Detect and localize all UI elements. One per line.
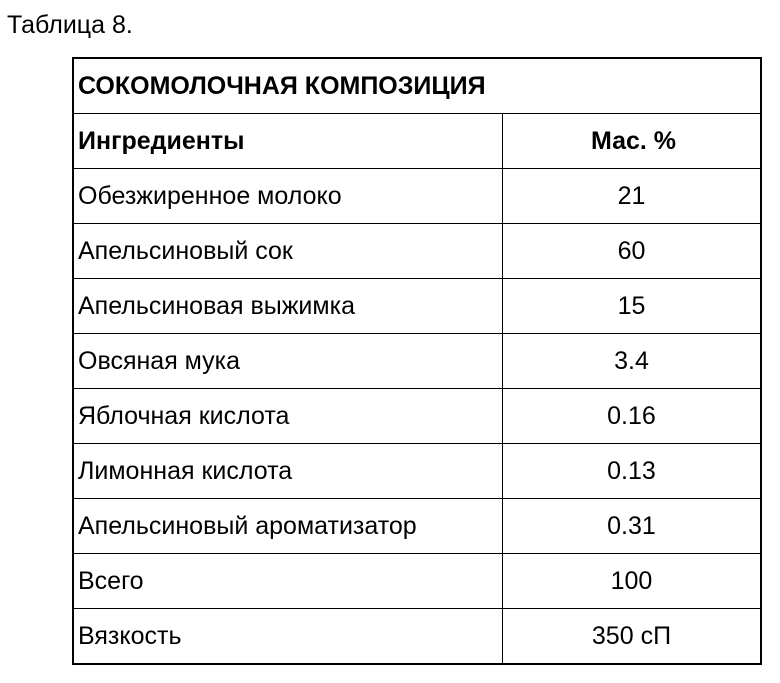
table-row (73, 279, 761, 334)
table-row (73, 499, 761, 554)
ingredient-value: 0.13 (502, 444, 761, 499)
table-row (73, 169, 761, 224)
table-row (73, 554, 761, 609)
ingredient-name: Апельсиновый сок (73, 224, 502, 279)
ingredient-value: 21 (502, 169, 761, 224)
ingredient-value: 0.31 (502, 499, 761, 554)
table-header-row (73, 114, 761, 169)
table-row (73, 334, 761, 389)
composition-table (72, 57, 762, 665)
table-caption: Таблица 8. (7, 11, 133, 39)
ingredient-name: Всего (73, 554, 502, 609)
header-mass-percent: Мас. % (502, 114, 761, 169)
ingredient-name: Обезжиренное молоко (73, 169, 502, 224)
ingredient-name: Апельсиновая выжимка (73, 279, 502, 334)
ingredient-name: Апельсиновый ароматизатор (73, 499, 502, 554)
ingredient-name: Овсяная мука (73, 334, 502, 389)
ingredient-name: Вязкость (73, 609, 502, 665)
header-ingredients: Ингредиенты (73, 114, 502, 169)
table-row (73, 609, 761, 665)
ingredient-value: 0.16 (502, 389, 761, 444)
ingredient-value: 15 (502, 279, 761, 334)
table-row (73, 224, 761, 279)
ingredient-value: 350 сП (502, 609, 761, 665)
table-title: СОКОМОЛОЧНАЯ КОМПОЗИЦИЯ (73, 58, 761, 114)
table-title-row (73, 58, 761, 114)
ingredient-value: 60 (502, 224, 761, 279)
table-row (73, 389, 761, 444)
ingredient-name: Лимонная кислота (73, 444, 502, 499)
ingredient-value: 3.4 (502, 334, 761, 389)
ingredient-name: Яблочная кислота (73, 389, 502, 444)
ingredient-value: 100 (502, 554, 761, 609)
table-row (73, 444, 761, 499)
